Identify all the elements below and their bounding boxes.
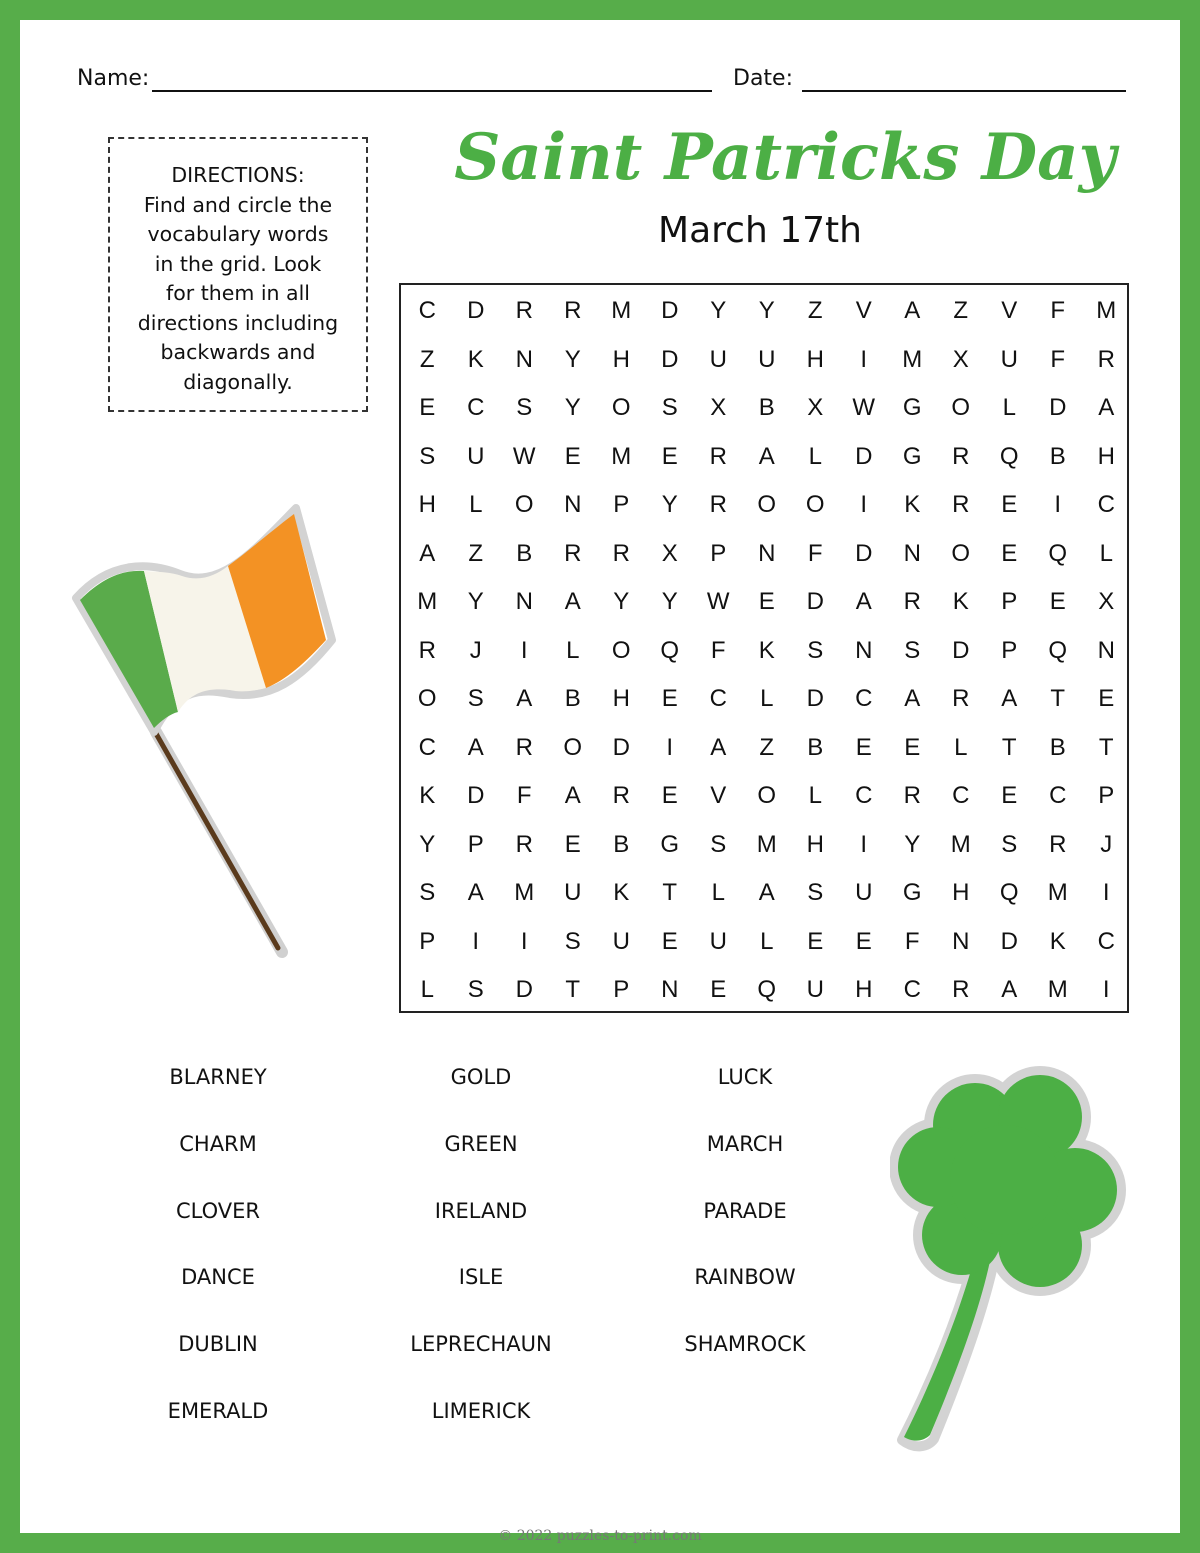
- copyright-footer: © 2022 puzzles-to-print.com: [498, 1528, 702, 1544]
- grid-letter: E: [1098, 685, 1115, 712]
- grid-letter: E: [661, 927, 678, 955]
- grid-letter: E: [1001, 539, 1018, 567]
- grid-letter: Y: [613, 588, 630, 615]
- grid-letter: R: [612, 539, 630, 567]
- grid-letter: J: [1100, 830, 1113, 858]
- grid-letter: R: [903, 588, 921, 615]
- grid-letter: H: [612, 345, 630, 373]
- grid-letter: A: [855, 588, 872, 615]
- grid-letter: M: [902, 345, 923, 373]
- grid-letter: U: [467, 442, 485, 470]
- grid-letter: Y: [710, 297, 727, 324]
- grid-letter: K: [758, 636, 775, 664]
- grid-letter: E: [807, 927, 824, 955]
- grid-letter: A: [904, 685, 921, 712]
- grid-letter: O: [611, 636, 631, 664]
- grid-letter: M: [950, 830, 971, 858]
- word-list-item: LEPRECHAUN: [410, 1332, 552, 1356]
- grid-letter: R: [952, 442, 970, 470]
- grid-letter: S: [467, 685, 484, 712]
- grid-letter: R: [952, 976, 970, 1003]
- grid-letter: R: [612, 782, 630, 809]
- grid-letter: I: [666, 733, 674, 761]
- grid-letter: O: [611, 394, 631, 421]
- grid-letter: C: [709, 685, 727, 712]
- word-list-item: DANCE: [181, 1265, 255, 1289]
- grid-letter: Q: [660, 636, 680, 664]
- grid-letter: U: [758, 345, 776, 373]
- grid-letter: I: [520, 927, 528, 955]
- grid-letter: A: [564, 588, 581, 615]
- grid-letter: Y: [467, 588, 484, 615]
- grid-letter: D: [612, 733, 630, 761]
- grid-letter: H: [855, 976, 873, 1003]
- grid-letter: I: [1054, 491, 1062, 518]
- grid-letter: A: [516, 685, 533, 712]
- grid-letter: X: [1098, 588, 1115, 615]
- grid-letter: P: [419, 927, 436, 955]
- grid-letter: K: [952, 588, 969, 615]
- grid-letter: K: [904, 491, 921, 518]
- grid-letter: Y: [661, 588, 678, 615]
- grid-letter: D: [467, 297, 485, 324]
- grid-letter: E: [758, 588, 775, 615]
- grid-letter: C: [903, 976, 921, 1003]
- grid-letter: R: [564, 539, 582, 567]
- grid-letter: U: [612, 927, 630, 955]
- word-list-item: ISLE: [458, 1265, 504, 1289]
- grid-letter: O: [951, 539, 971, 567]
- grid-letter: J: [469, 636, 482, 664]
- grid-letter: R: [1049, 830, 1067, 858]
- grid-letter: N: [661, 976, 679, 1003]
- grid-letter: I: [520, 636, 528, 664]
- grid-letter: P: [467, 830, 484, 858]
- grid-letter: C: [952, 782, 970, 809]
- grid-letter: N: [758, 539, 776, 567]
- grid-letter: P: [1001, 636, 1018, 664]
- grid-letter: E: [1001, 782, 1018, 809]
- grid-letter: I: [1102, 879, 1110, 906]
- grid-letter: L: [711, 879, 725, 906]
- grid-letter: E: [855, 927, 872, 955]
- grid-letter: F: [904, 927, 920, 955]
- grid-letter: N: [952, 927, 970, 955]
- page-title: Saint Patricks Day: [454, 120, 1116, 195]
- grid-letter: D: [515, 976, 533, 1003]
- grid-letter: R: [952, 491, 970, 518]
- grid-letter: O: [514, 491, 534, 518]
- grid-letter: F: [516, 782, 532, 809]
- grid-letter: E: [855, 733, 872, 761]
- grid-letter: K: [419, 782, 436, 809]
- grid-letter: S: [419, 879, 436, 906]
- grid-letter: L: [1002, 394, 1016, 421]
- grid-letter: Q: [999, 442, 1019, 470]
- grid-letter: X: [807, 394, 824, 421]
- grid-letter: S: [661, 394, 678, 421]
- name-label: Name:: [77, 66, 150, 91]
- grid-letter: T: [1098, 733, 1114, 761]
- directions-line: in the grid. Look: [154, 251, 322, 276]
- word-list-item: DUBLIN: [178, 1332, 258, 1356]
- grid-letter: S: [564, 927, 581, 955]
- grid-letter: H: [952, 879, 970, 906]
- grid-letter: U: [564, 879, 582, 906]
- grid-letter: S: [710, 830, 727, 858]
- grid-letter: E: [661, 685, 678, 712]
- grid-letter: E: [661, 442, 678, 470]
- grid-letter: T: [662, 879, 678, 906]
- grid-letter: Y: [758, 297, 775, 324]
- grid-letter: S: [807, 636, 824, 664]
- grid-letter: O: [757, 491, 777, 518]
- word-list-item: GOLD: [450, 1065, 512, 1089]
- grid-letter: F: [1050, 345, 1066, 373]
- grid-letter: P: [1001, 588, 1018, 615]
- grid-letter: X: [661, 539, 678, 567]
- grid-letter: V: [1001, 297, 1018, 324]
- grid-letter: B: [516, 539, 533, 567]
- grid-letter: R: [903, 782, 921, 809]
- grid-letter: C: [855, 782, 873, 809]
- word-list-item: CLOVER: [176, 1199, 260, 1223]
- page-subtitle: March 17th: [658, 210, 862, 251]
- grid-letter: G: [902, 394, 922, 421]
- grid-letter: A: [564, 782, 581, 809]
- grid-letter: E: [419, 394, 436, 421]
- date-line: [802, 90, 1126, 92]
- grid-letter: Q: [1048, 539, 1068, 567]
- grid-letter: G: [902, 879, 922, 906]
- grid-letter: C: [418, 297, 436, 324]
- grid-letter: A: [758, 442, 775, 470]
- irish-flag-icon: [70, 500, 350, 970]
- grid-letter: B: [1049, 442, 1066, 470]
- grid-letter: D: [806, 685, 824, 712]
- grid-letter: A: [1098, 394, 1115, 421]
- grid-letter: U: [806, 976, 824, 1003]
- directions-line: backwards and: [160, 340, 316, 364]
- grid-letter: N: [564, 491, 582, 518]
- grid-letter: L: [760, 927, 774, 955]
- grid-letter: N: [515, 345, 533, 373]
- grid-letter: S: [1001, 830, 1018, 858]
- grid-letter: A: [1001, 685, 1018, 712]
- grid-letter: W: [512, 442, 536, 470]
- grid-letter: Q: [757, 976, 777, 1003]
- grid-letter: C: [467, 394, 485, 421]
- grid-letter: M: [756, 830, 777, 858]
- grid-letter: K: [613, 879, 630, 906]
- grid-letter: D: [806, 588, 824, 615]
- directions-line: directions including: [137, 310, 339, 335]
- grid-letter: A: [467, 733, 484, 761]
- directions-line: DIRECTIONS:: [171, 163, 305, 187]
- grid-letter: H: [806, 830, 824, 858]
- grid-letter: M: [611, 297, 632, 324]
- grid-letter: M: [611, 442, 632, 470]
- grid-letter: D: [661, 297, 679, 324]
- grid-letter: X: [710, 394, 727, 421]
- grid-letter: H: [1097, 442, 1115, 470]
- word-list-item: RAINBOW: [694, 1265, 796, 1289]
- grid-letter: L: [420, 976, 434, 1003]
- grid-letter: I: [1102, 976, 1110, 1003]
- directions-line: for them in all: [166, 281, 310, 305]
- grid-letter: V: [710, 782, 727, 809]
- grid-letter: S: [807, 879, 824, 906]
- grid-letter: I: [860, 491, 868, 518]
- word-list-item: IRELAND: [434, 1199, 528, 1223]
- grid-letter: N: [855, 636, 873, 664]
- grid-letter: S: [419, 442, 436, 470]
- grid-letter: O: [757, 782, 777, 809]
- grid-letter: M: [1047, 879, 1068, 906]
- grid-letter: W: [852, 394, 876, 421]
- grid-letter: Z: [807, 297, 823, 324]
- grid-letter: T: [565, 976, 581, 1003]
- grid-letter: B: [1049, 733, 1066, 761]
- grid-letter: I: [472, 927, 480, 955]
- grid-letter: X: [952, 345, 969, 373]
- grid-letter: Z: [468, 539, 484, 567]
- grid-letter: O: [417, 685, 437, 712]
- grid-letter: I: [860, 345, 868, 373]
- grid-letter: E: [904, 733, 921, 761]
- grid-letter: H: [418, 491, 436, 518]
- grid-letter: B: [613, 830, 630, 858]
- grid-letter: A: [904, 297, 921, 324]
- grid-letter: C: [1097, 491, 1115, 518]
- grid-letter: C: [1049, 782, 1067, 809]
- word-list-item: EMERALD: [167, 1399, 269, 1423]
- grid-letter: Q: [999, 879, 1019, 906]
- grid-letter: U: [1000, 345, 1018, 373]
- grid-letter: D: [467, 782, 485, 809]
- grid-letter: T: [1050, 685, 1066, 712]
- directions-line: Find and circle the: [143, 192, 333, 217]
- grid-letter: D: [661, 345, 679, 373]
- grid-letter: L: [808, 442, 822, 470]
- grid-letter: E: [710, 976, 727, 1003]
- four-leaf-clover-icon: [890, 1055, 1135, 1455]
- grid-letter: C: [418, 733, 436, 761]
- grid-letter: D: [1000, 927, 1018, 955]
- grid-letter: R: [709, 442, 727, 470]
- grid-letter: A: [710, 733, 727, 761]
- grid-letter: F: [1050, 297, 1066, 324]
- grid-letter: Z: [759, 733, 775, 761]
- grid-letter: K: [467, 345, 484, 373]
- grid-letter: R: [564, 297, 582, 324]
- word-list-item: BLARNEY: [169, 1065, 267, 1089]
- grid-letter: M: [1047, 976, 1068, 1003]
- grid-letter: H: [806, 345, 824, 373]
- grid-letter: P: [710, 539, 727, 567]
- word-list-item: GREEN: [444, 1132, 518, 1156]
- grid-letter: U: [709, 927, 727, 955]
- grid-letter: D: [952, 636, 970, 664]
- grid-letter: P: [1098, 782, 1115, 809]
- name-line: [152, 90, 712, 92]
- grid-letter: E: [1001, 491, 1018, 518]
- grid-letter: Y: [564, 394, 581, 421]
- word-search-grid: [399, 283, 1129, 1013]
- grid-letter: L: [566, 636, 580, 664]
- grid-letter: V: [855, 297, 872, 324]
- grid-letter: E: [1049, 588, 1066, 615]
- grid-letter: N: [903, 539, 921, 567]
- grid-letter: M: [417, 588, 438, 615]
- grid-letter: R: [515, 733, 533, 761]
- grid-letter: L: [760, 685, 774, 712]
- grid-letter: H: [612, 685, 630, 712]
- grid-letter: W: [706, 588, 730, 615]
- grid-letter: Y: [661, 491, 678, 518]
- grid-letter: U: [855, 879, 873, 906]
- grid-letter: I: [860, 830, 868, 858]
- grid-letter: U: [709, 345, 727, 373]
- grid-letter: L: [954, 733, 968, 761]
- grid-letter: R: [515, 830, 533, 858]
- grid-letter: F: [710, 636, 726, 664]
- grid-letter: Y: [419, 830, 436, 858]
- grid-letter: B: [807, 733, 824, 761]
- grid-letter: R: [952, 685, 970, 712]
- grid-letter: P: [613, 976, 630, 1003]
- grid-letter: G: [660, 830, 680, 858]
- grid-letter: O: [563, 733, 583, 761]
- grid-letter: A: [758, 879, 775, 906]
- grid-letter: Z: [953, 297, 969, 324]
- grid-letter: S: [516, 394, 533, 421]
- grid-letter: Q: [1048, 636, 1068, 664]
- grid-letter: T: [1001, 733, 1017, 761]
- grid-letter: Y: [904, 830, 921, 858]
- grid-letter: D: [855, 442, 873, 470]
- grid-letter: D: [1049, 394, 1067, 421]
- grid-letter: Z: [419, 345, 435, 373]
- grid-letter: E: [661, 782, 678, 809]
- directions-line: vocabulary words: [147, 222, 329, 246]
- grid-letter: F: [807, 539, 823, 567]
- grid-letter: S: [467, 976, 484, 1003]
- grid-letter: L: [808, 782, 822, 809]
- grid-letter: O: [951, 394, 971, 421]
- grid-letter: M: [1096, 297, 1117, 324]
- grid-letter: A: [419, 539, 436, 567]
- grid-letter: B: [758, 394, 775, 421]
- grid-letter: D: [855, 539, 873, 567]
- grid-letter: E: [564, 830, 581, 858]
- grid-letter: A: [467, 879, 484, 906]
- directions-box: [108, 137, 368, 412]
- grid-letter: N: [1097, 636, 1115, 664]
- grid-letter: A: [1001, 976, 1018, 1003]
- grid-letter: G: [902, 442, 922, 470]
- grid-letter: P: [613, 491, 630, 518]
- word-list-item: PARADE: [703, 1199, 787, 1223]
- grid-letter: C: [855, 685, 873, 712]
- grid-letter: Y: [564, 345, 581, 373]
- grid-letter: M: [514, 879, 535, 906]
- date-label: Date:: [733, 66, 793, 91]
- grid-letter: L: [469, 491, 483, 518]
- grid-letter: R: [1097, 345, 1115, 373]
- grid-letter: R: [418, 636, 436, 664]
- grid-letter: O: [805, 491, 825, 518]
- word-list-item: LUCK: [717, 1065, 773, 1089]
- grid-letter: L: [1099, 539, 1113, 567]
- grid-letter: R: [515, 297, 533, 324]
- word-list-item: SHAMROCK: [684, 1332, 806, 1356]
- grid-letter: N: [515, 588, 533, 615]
- word-list-item: LIMERICK: [431, 1399, 531, 1423]
- grid-letter: E: [564, 442, 581, 470]
- word-list-item: CHARM: [179, 1132, 257, 1156]
- grid-letter: K: [1049, 927, 1066, 955]
- grid-letter: R: [709, 491, 727, 518]
- grid-letter: B: [564, 685, 581, 712]
- grid-letter: C: [1097, 927, 1115, 955]
- grid-letter: S: [904, 636, 921, 664]
- word-list-item: MARCH: [706, 1132, 784, 1156]
- directions-line: diagonally.: [183, 369, 293, 394]
